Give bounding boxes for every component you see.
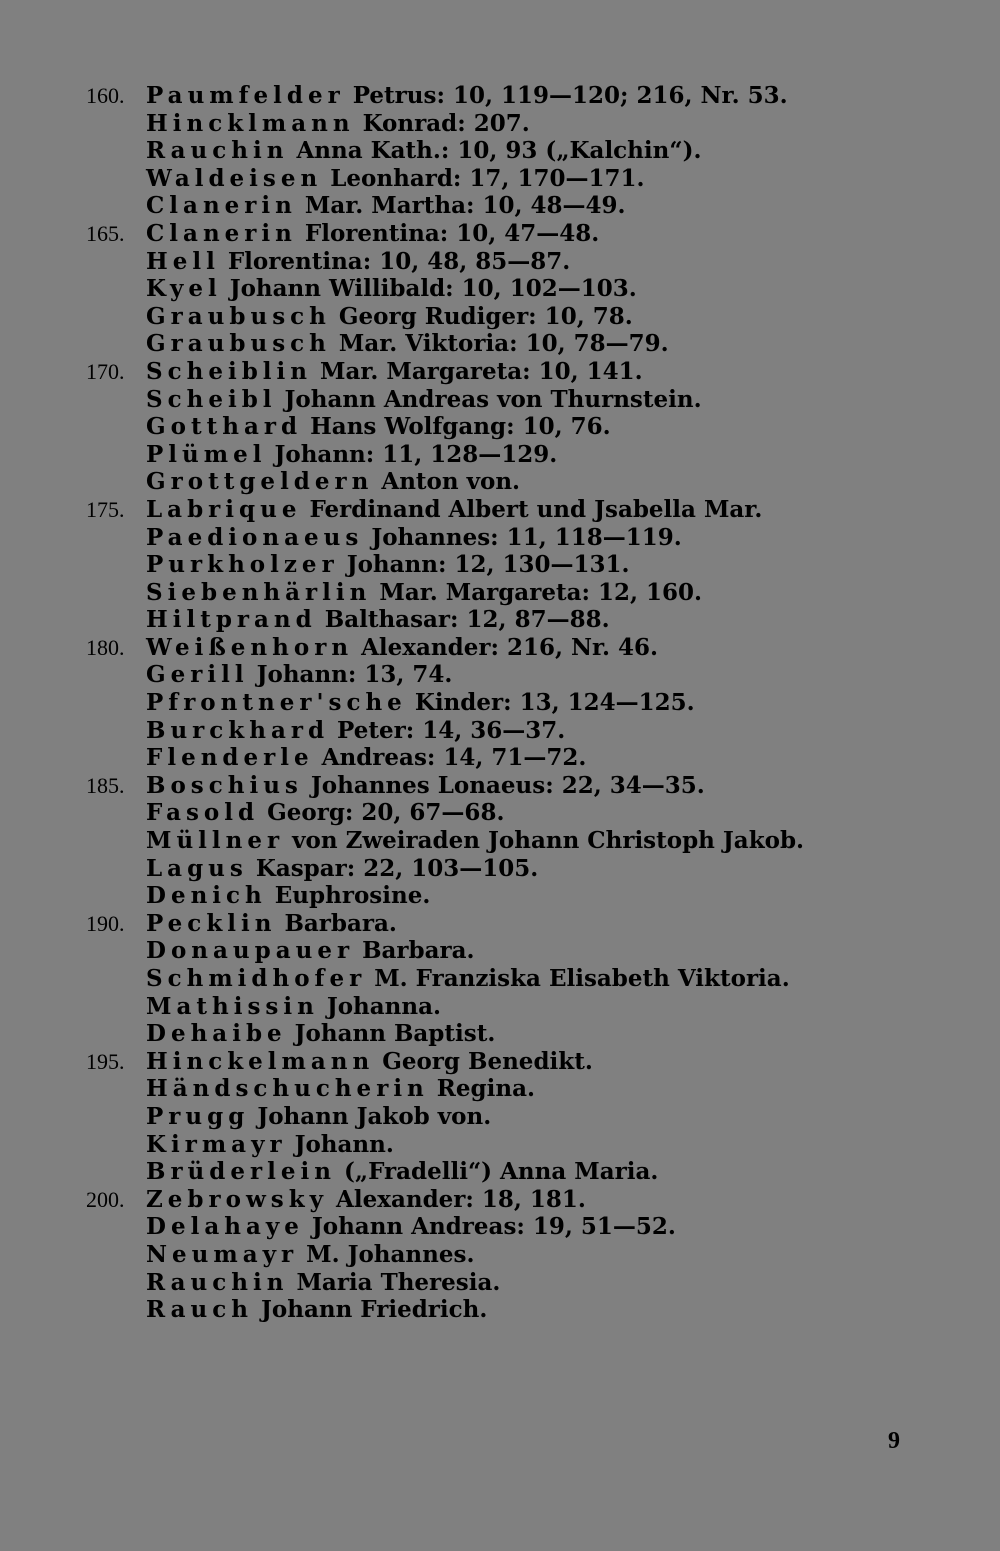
list-item (0, 496, 1000, 524)
entry-surname: Rauchin (146, 137, 289, 165)
entry-text (146, 1131, 394, 1160)
entry-text (146, 717, 565, 746)
list-item (0, 358, 1000, 386)
entry-surname: Müllner (146, 827, 285, 855)
entry-surname: Mathissin (146, 992, 319, 1020)
entry-text (146, 1213, 676, 1242)
entry-surname: Hiltprand (146, 606, 317, 634)
entry-surname: Waldeisen (146, 164, 323, 192)
entry-text (146, 606, 610, 635)
list-item (0, 1131, 1000, 1159)
entry-text (146, 827, 804, 856)
list-item (0, 1296, 1000, 1324)
entry-number: 175. (86, 496, 125, 522)
entry-text (146, 468, 520, 497)
list-item (0, 717, 1000, 745)
entry-surname: Fasold (146, 799, 260, 827)
list-item (0, 579, 1000, 607)
entry-details: Barbara. (284, 909, 397, 937)
list-item (0, 110, 1000, 138)
list-item (0, 634, 1000, 662)
list-item (0, 882, 1000, 910)
list-item (0, 524, 1000, 552)
entry-surname: Pfrontner'sche (146, 689, 407, 717)
entry-details: Florentina: 10, 48, 85—87. (227, 247, 571, 275)
entry-details: von Zweiraden Johann Christoph Jakob. (292, 827, 805, 855)
list-item (0, 220, 1000, 248)
entry-surname: Paedionaeus (146, 523, 364, 551)
entry-surname: Siebenhärlin (146, 578, 372, 606)
entry-text (146, 330, 669, 359)
entry-text (146, 386, 702, 415)
entry-surname: Kyel (146, 275, 222, 303)
entry-text (146, 358, 643, 387)
list-item (0, 137, 1000, 165)
entry-surname: Dehaibe (146, 1020, 287, 1048)
entry-surname: Kirmayr (146, 1130, 287, 1158)
list-item (0, 165, 1000, 193)
entry-surname: Scheiblin (146, 357, 312, 385)
entry-number: 185. (86, 772, 125, 798)
entry-surname: Prugg (146, 1102, 250, 1130)
entry-text (146, 1269, 500, 1298)
entry-text (146, 689, 695, 718)
entry-details: Johann Jakob von. (257, 1102, 492, 1130)
list-item (0, 799, 1000, 827)
entry-surname: Denich (146, 882, 267, 910)
entry-details: Johann Willibald: 10, 102—103. (229, 275, 637, 303)
entry-surname: Clanerin (146, 219, 297, 247)
entry-surname: Boschius (146, 771, 303, 799)
entry-surname: Pecklin (146, 909, 277, 937)
entry-details: Maria Theresia. (296, 1268, 501, 1296)
entry-surname: Schmidhofer (146, 965, 367, 992)
list-item (0, 1075, 1000, 1103)
entry-number: 170. (86, 358, 125, 384)
entry-details: Anna Kath.: 10, 93 („Kalchin“). (296, 137, 702, 165)
entry-surname: Grottgeldern (146, 468, 374, 496)
entry-number: 180. (86, 634, 125, 660)
entry-details: Balthasar: 12, 87—88. (324, 606, 610, 634)
entry-text (146, 275, 637, 304)
entry-text (146, 882, 430, 911)
entry-surname: Lagus (146, 854, 248, 882)
entry-details: M. Johannes. (306, 1240, 475, 1268)
entry-details: Regina. (436, 1075, 535, 1103)
entry-details: Johann Andreas: 19, 51—52. (311, 1213, 676, 1241)
entry-details: Petrus: 10, 119—120; 216, Nr. 53. (352, 82, 788, 109)
list-item (0, 1158, 1000, 1186)
entry-text (146, 855, 538, 884)
entry-surname: Neumayr (146, 1240, 299, 1268)
entry-text (146, 993, 441, 1022)
entry-details: Kinder: 13, 124—125. (414, 689, 695, 717)
list-item (0, 827, 1000, 855)
entry-details: Mar. Viktoria: 10, 78—79. (338, 330, 669, 358)
list-item (0, 855, 1000, 883)
entry-details: Alexander: 18, 181. (336, 1185, 586, 1213)
entry-text (146, 1103, 491, 1132)
entry-text (146, 441, 557, 470)
entry-details: Mar. Margareta: 10, 141. (320, 357, 643, 385)
entry-details: Johanna. (326, 992, 442, 1020)
entry-details: Johann Andreas von Thurnstein. (284, 385, 702, 413)
entry-surname: Scheibl (146, 385, 277, 413)
entry-text (146, 248, 570, 277)
entry-surname: Graubusch (146, 302, 331, 330)
entry-number: 190. (86, 910, 125, 936)
entry-surname: Graubusch (146, 330, 331, 358)
entry-text (146, 1186, 586, 1215)
entry-text (146, 799, 504, 828)
entry-text (146, 220, 599, 249)
entry-details: Johannes Lonaeus: 22, 34—35. (310, 771, 705, 799)
entry-details: („Fradelli“) Anna Maria. (343, 1158, 659, 1186)
entry-details: Hans Wolfgang: 10, 76. (310, 413, 611, 441)
entry-surname: Rauch (146, 1296, 253, 1324)
entry-surname: Hinckelmann (146, 1047, 375, 1075)
entry-details: Leonhard: 17, 170—171. (330, 164, 645, 192)
list-item (0, 248, 1000, 276)
entry-number: 200. (86, 1186, 125, 1212)
entry-text (146, 744, 586, 773)
list-item (0, 1103, 1000, 1131)
list-item (0, 937, 1000, 965)
list-item (0, 303, 1000, 331)
entry-text (146, 192, 626, 221)
entry-details: Johann Baptist. (294, 1020, 496, 1048)
entry-details: Ferdinand Albert und Jsabella Mar. (309, 495, 763, 523)
list-item (0, 468, 1000, 496)
entry-surname: Weißenhorn (146, 633, 354, 661)
entry-details: Andreas: 14, 71—72. (321, 744, 587, 772)
page-number: 9 (888, 1428, 900, 1454)
entry-details: Johannes: 11, 118—119. (371, 523, 682, 551)
entry-details: Johann Friedrich. (261, 1296, 488, 1324)
list-item (0, 772, 1000, 800)
list-item (0, 1241, 1000, 1269)
list-item (0, 1186, 1000, 1214)
entry-text (146, 137, 701, 166)
entry-text (146, 1048, 593, 1077)
entry-text (146, 1241, 474, 1270)
entry-surname: Händschucherin (146, 1075, 429, 1103)
list-item (0, 386, 1000, 414)
entry-details: Konrad: 207. (362, 109, 530, 137)
entry-text (146, 634, 658, 663)
entry-surname: Gotthard (146, 413, 303, 441)
entry-details: Anton von. (381, 468, 521, 496)
entry-text (146, 524, 682, 553)
list-item (0, 1048, 1000, 1076)
entry-number: 195. (86, 1048, 125, 1074)
list-item (0, 275, 1000, 303)
entry-text (146, 413, 611, 442)
entry-number: 165. (86, 220, 125, 246)
entry-surname: Donaupauer (146, 937, 355, 965)
entry-surname: Rauchin (146, 1268, 289, 1296)
entry-surname: Delahaye (146, 1213, 304, 1241)
entry-text (146, 965, 790, 994)
entry-details: Barbara. (362, 937, 475, 965)
entry-details: Johann: 12, 130—131. (346, 551, 630, 579)
entry-details: Georg Rudiger: 10, 78. (338, 302, 633, 330)
entry-details: Kaspar: 22, 103—105. (255, 854, 539, 882)
entry-text (146, 303, 633, 332)
entry-details: Mar. Martha: 10, 48—49. (304, 192, 626, 220)
entry-text (146, 772, 705, 801)
entry-list (0, 82, 1000, 1324)
entry-details: Mar. Margareta: 12, 160. (379, 578, 703, 606)
entry-surname: Burckhard (146, 716, 330, 744)
entry-details: Euphrosine. (274, 882, 431, 910)
entry-number: 160. (86, 83, 125, 108)
entry-details: Johann. (294, 1130, 394, 1158)
list-item (0, 1020, 1000, 1048)
list-item (0, 441, 1000, 469)
list-item (0, 965, 1000, 993)
list-item (0, 661, 1000, 689)
list-item (0, 330, 1000, 358)
entry-text (146, 579, 702, 608)
entry-text (146, 1075, 535, 1104)
entry-text (146, 910, 397, 939)
entry-text (146, 496, 762, 525)
entry-details: Georg Benedikt. (382, 1047, 593, 1075)
entry-surname: Plümel (146, 440, 267, 468)
entry-surname: Flenderle (146, 744, 314, 772)
entry-surname: Hell (146, 247, 220, 275)
entry-text (146, 110, 530, 139)
entry-text (146, 937, 475, 966)
list-item (0, 1269, 1000, 1297)
list-item (0, 993, 1000, 1021)
list-item (0, 192, 1000, 220)
list-item (0, 744, 1000, 772)
entry-surname: Hincklmann (146, 109, 355, 137)
entry-details: Peter: 14, 36—37. (337, 716, 566, 744)
entry-details: Georg: 20, 67—68. (267, 799, 505, 827)
entry-surname: Paumfelder (146, 82, 345, 109)
entry-surname: Gerill (146, 661, 249, 689)
entry-text (146, 551, 630, 580)
entry-surname: Labrique (146, 495, 302, 523)
entry-text (146, 1020, 495, 1049)
entry-surname: Purkholzer (146, 551, 339, 579)
entry-details: M. Franziska Elisabeth Viktoria. (374, 965, 790, 992)
entry-details: Florentina: 10, 47—48. (304, 219, 600, 247)
entry-text (146, 165, 644, 194)
entry-surname: Brüderlein (146, 1158, 336, 1186)
entry-details: Johann: 11, 128—129. (274, 440, 558, 468)
list-item (0, 551, 1000, 579)
list-item (0, 82, 1000, 110)
entry-text (146, 82, 788, 111)
entry-text (146, 1296, 487, 1325)
entry-text (146, 661, 452, 690)
entry-details: Johann: 13, 74. (256, 661, 453, 689)
entry-surname: Zebrowsky (146, 1185, 329, 1213)
list-item (0, 1213, 1000, 1241)
entry-details: Alexander: 216, Nr. 46. (361, 633, 659, 661)
entry-text (146, 1158, 658, 1187)
list-item (0, 606, 1000, 634)
entry-surname: Clanerin (146, 192, 297, 220)
list-item (0, 910, 1000, 938)
list-item (0, 689, 1000, 717)
list-item (0, 413, 1000, 441)
